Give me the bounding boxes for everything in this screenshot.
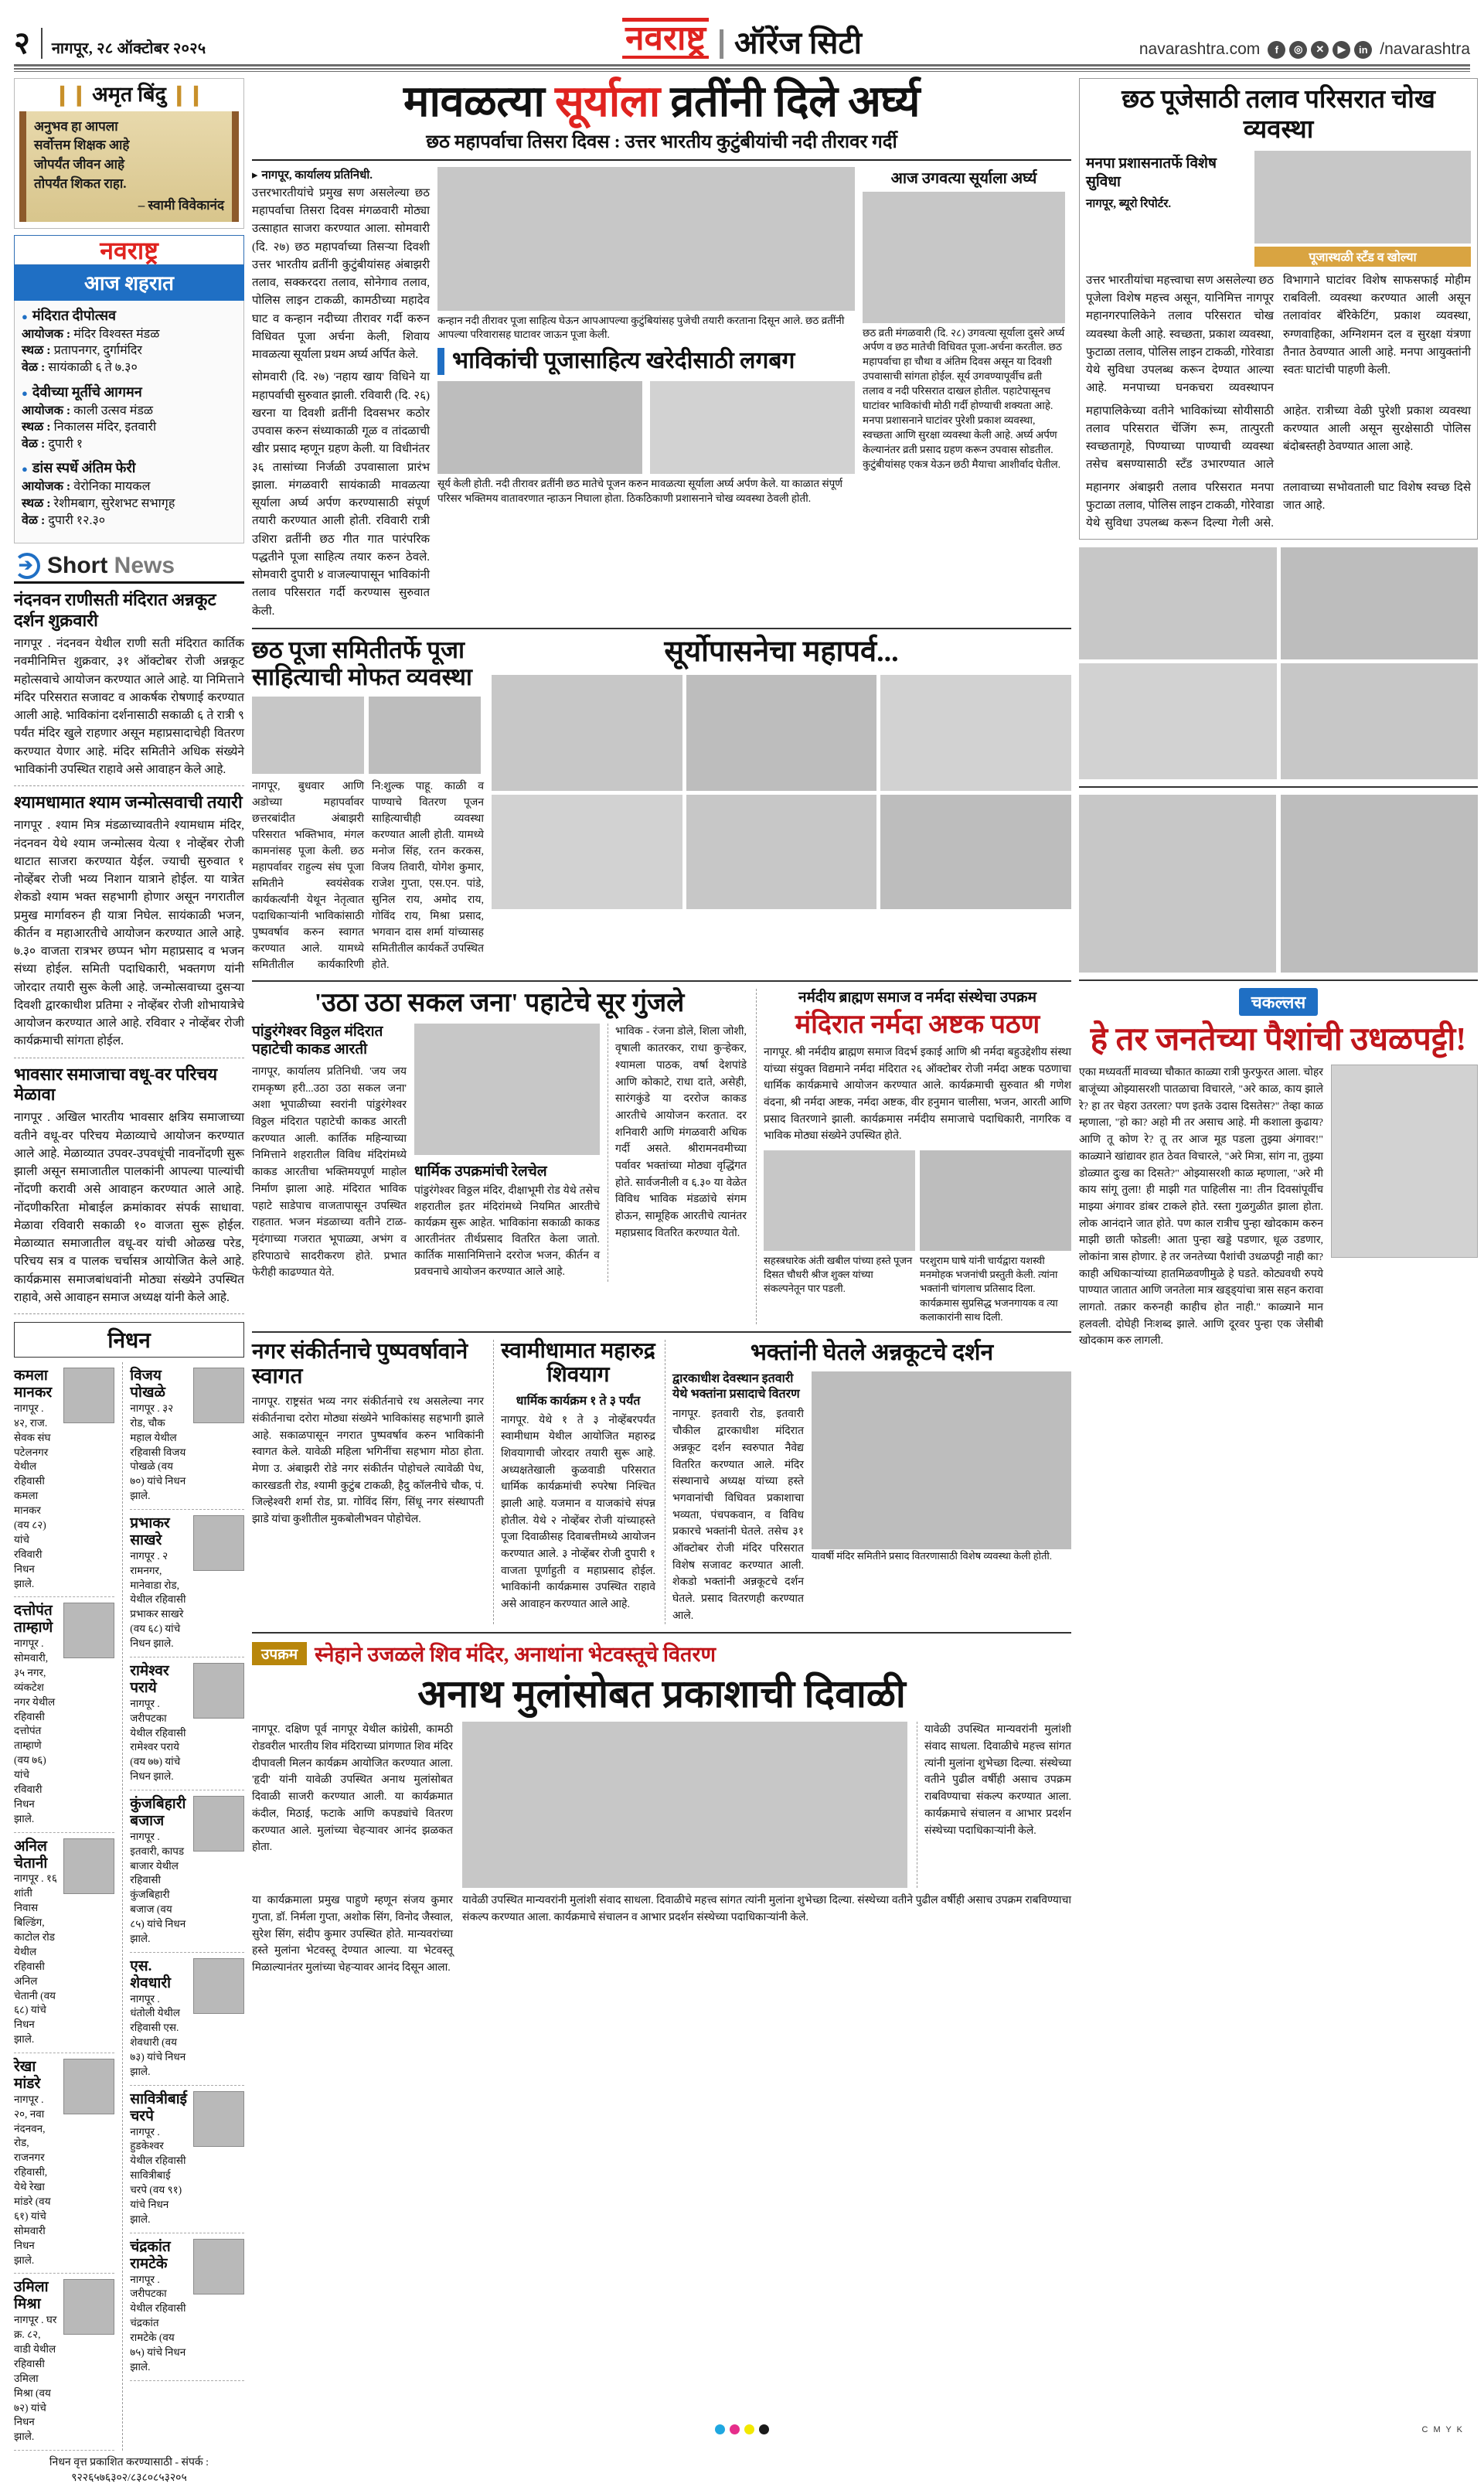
nidhan-column-1: [14, 1362, 114, 2451]
masthead-left: [14, 28, 206, 59]
event-organizer: आयोजक : मंदिर विश्वस्त मंडळ: [22, 327, 160, 341]
right-mid-photos: [1079, 795, 1478, 973]
nidhan-contact-note: निधन वृत्त प्रकाशित करण्यासाठी - संपर्क : ९२२६५७६३०२/८३८०८५३२०५: [49, 2457, 209, 2485]
obituary-details: नागपूर . इतवारी, कापड बाजार येथील रहिवासी कुंजबिहारी बजाज (वय ८५) यांचे निधन झाले.: [130, 1830, 186, 1944]
lead-photo-caption: कन्हान नदी तीरावर पूजा साहित्य घेऊन आपआपल्या कुटुंबियांसह पुजेची तयारी करताना दिसून आले. छठ व्रतींनी आपल्या परिवारासह घाटावर जाऊन पूजा केली.: [437, 314, 845, 341]
upkram-strip-headline: स्नेहाने उजळले शिव मंदिर, अनाथांना भेटवस्तूचे वितरण: [315, 1643, 716, 1667]
deepawali-body-2: [252, 1893, 1071, 1976]
section-nagar-sankirtan: [252, 1340, 1071, 1624]
obituary-details: नागपूर . जरीपटका येथील रहिवासी चंद्रकांत रामटेके (वय ७५) यांचे निधन झाले.: [130, 2273, 186, 2373]
gallery-photo-5: [686, 795, 877, 909]
today-in-city-header: आज शहरात: [14, 265, 244, 301]
short-news-headline: श्यामधामात श्याम जन्मोत्सवाची तयारी: [14, 792, 243, 813]
obituary-photo: [193, 1663, 244, 1719]
kakad-aarti-headline: 'उठा उठा सकल जना' पहाटेचे सूर गुंजले: [314, 989, 685, 1018]
lead-story: [252, 78, 1071, 621]
kakad-aarti-subhead: पांडुरंगेश्वर विठ्ठल मंदिरात पहाटेची काकड आरती: [252, 1024, 383, 1058]
short-news-body: नागपूर . अखिल भारतीय भावसार क्षत्रिय समाजाच्या वतीने वधू-वर परिचय मेळाव्याचे आयोजन करण्यात आले आहे. मेळाव्यात उपवर-उपवधूंची नावनोंदणी सुरू झाली असून समाजातील पालकांनी आपल्या पाल्यांची नोंदणी करावी असे आवाहन करण्यात आले आहे. नोंदणीकरिता मोबाईल क्रमांकावर संपर्क साधावा. मेळावा रविवारी सकाळी १० वाजता सुरू होईल. मेळाव्यात समाजातील वधू-वर यांची ओळख परेड, परिचय सत्र व पालक चर्चासत्र आयोजित केले आहे. कार्यक्रमास समाजबांधवांनी मोठ्या संख्येने उपस्थित राहावे, असे आवाहन समाज अध्यक्ष यांनी केले आहे.: [14, 1111, 244, 1304]
obituary-name: विजय पोखळे: [130, 1368, 165, 1402]
narmada-photos: [764, 1150, 1071, 1251]
right-column: [1079, 78, 1478, 2487]
swamidham-headline: स्वामीधामात महारुद्र शिवयाग: [501, 1338, 655, 1387]
short-news-item: [14, 1058, 244, 1315]
obituary-photo: [193, 2239, 244, 2295]
obituary-name: रामेश्वर पराये: [130, 1663, 169, 1696]
obituary-photo: [63, 2279, 114, 2335]
deepawali-body: [252, 1722, 1071, 1888]
nidhan-column-2: [122, 1362, 244, 2451]
annakut-headline: भक्तांनी घेतले अन्नकूटचे दर्शन: [750, 1339, 994, 1365]
event-item: [22, 306, 237, 376]
upkram-tag: उपक्रम: [252, 1642, 307, 1665]
obituary-photo: [63, 1603, 114, 1658]
obituary-details: नागपूर . ४२, राज. सेवक संघ पटेलनगर येथील रहिवासी कमला मानकर (वय ८२) यांचे रविवारी निधन झाले.: [14, 1402, 51, 1589]
gallery-photo-2: [686, 675, 877, 791]
swamidham-subhead: धार्मिक कार्यक्रम १ ते ३ पर्यंत: [516, 1394, 641, 1408]
committee-photo-2: [369, 697, 481, 774]
nidhan-columns: [14, 1362, 244, 2451]
amrut-quote-scroll: [19, 111, 239, 222]
right-photo-6: [1281, 795, 1478, 973]
obituary-details: नागपूर . २ रामनगर, मानेवाडा रोड, येथील रहिवासी प्रभाकर साखरे (वय ६८) यांचे निधन झाले.: [130, 1549, 186, 1650]
navarashtra-brand-box: [14, 235, 244, 265]
obituary-name: कमला मानकर: [14, 1368, 53, 1402]
nagar-sankirtan-headline: नगर संकीर्तनाचे पुष्पवर्षावाने स्वागत: [252, 1339, 468, 1389]
obituary-row: [130, 2233, 244, 2381]
right-gallery-row-1: [1079, 547, 1478, 659]
right-gallery: [1079, 547, 1478, 779]
lead-right-column: [863, 167, 1065, 621]
event-title: ● देवीच्या मूर्तीचे आगमन: [22, 383, 237, 401]
strip-body-text: सूर्य केली होती. नदी तीरावर व्रतींनी छठ मातेचे पूजन करुन मावळत्या सूर्याला अर्घ्य अर्पण केले. या काळात संपूर्ण परिसर भक्तिमय वातावरणात न्हाऊन निघाला होता. ठिकठिकाणी प्रशासनाने चोख व्यवस्था ठेवली होती.: [437, 477, 843, 504]
obituary-name: प्रभाकर साखरे: [130, 1515, 170, 1548]
obituary-details: नागपूर . २०, नवा नंदनवन, रोड, राजनगर रहिवासी, येथे रेखा मांडरे (वय ६१) यांचे सोमवारी निधन झाले.: [14, 2093, 51, 2266]
kakad-aarti-box-title: धार्मिक उपक्रमांची रेलचेल: [414, 1163, 547, 1180]
short-news-item: [14, 584, 244, 786]
suryopasana-gallery: [492, 636, 1071, 973]
obituary-details: नागपूर . सोमवारी, ३५ नगर, व्यंकटेश नगर येथील रहिवासी दत्तोपंत ताम्हाणे (वय ७६) यांचे रविवारी निधन झाले.: [14, 1637, 56, 1824]
deepawali-headline: अनाथ मुलांसोबत प्रकाशाची दिवाळी: [417, 1672, 906, 1716]
chhath-arrangements-body: उत्तर भारतीयांचा महत्त्वाचा सण असलेल्या छठ पूजेला विशेष महत्त्व असून, यानिमित्त नागपूर महानगरपालिकेने तलाव परिसरात चोख व्यवस्था केली आहे. स्वच्छता, प्रकाश व्यवस्था, फुटाळा तलाव, पोलिस लाइन टाकळी, गोरेवाडा येथे सुविधा उपलब्ध करून देण्यात आल्या आहे. मनपाच्या घनकचरा व्यवस्थापन विभागाने घाटांवर विशेष साफसफाई मोहीम राबविली. व्यवस्था करण्यात आली असून तलावांवर बॅरिकेटिंग, प्रकाश व्यवस्था, रुग्णवाहिका, अग्निशमन दल व सुरक्षा यंत्रणा तैनात ठेवण्यात आली आहे. मनपा आयुक्तांनी स्वतः घाटांची पाहणी केली.: [1086, 274, 1471, 395]
section-divider: [252, 1331, 1071, 1333]
event-venue: स्थळ : निकालस मंदिर, इतवारी: [22, 421, 157, 434]
suryopasana-headline: सूर्योपासनेचा महापर्व...: [664, 635, 899, 668]
obituary-details: नागपूर . ३२ रोड, चौक महाल येथील रहिवासी विजय पोखळे (वय ७०) यांचे निधन झाले.: [130, 1402, 186, 1502]
chhath-photo-band: पूजास्थळी स्टॅंड व खोल्या: [1254, 247, 1471, 267]
chhath-lake-photo: [1254, 151, 1471, 244]
kakad-aarti-block: [252, 989, 747, 1324]
narmada-photo-2: [920, 1150, 1071, 1251]
section-divider: [252, 628, 1071, 629]
lead-dateline: ▸ नागपूर, कार्यालय प्रतिनिधी.: [252, 167, 430, 185]
publication-logo: नवराष्ट्र: [622, 18, 709, 59]
instagram-icon[interactable]: ◎: [1289, 41, 1307, 59]
page-grid: [14, 78, 1470, 2487]
narmada-headline: मंदिरात नर्मदा अष्टक पठण: [795, 1010, 1040, 1039]
short-news-body: नागपूर . नंदनवन येथील राणी सती मंदिरात कार्तिक नवमीनिमित्त शुक्रवार, ३१ ऑक्टोबर रोजी अन्नकूट महोत्सवाचे आयोजन करण्यात आले आहे. या निमित्ताने मंदिर परिसरात सजावट व आकर्षक रोषणाई करण्यात आली आहे. भाविकांना दर्शनासाठी सकाळी ६ ते रात्री ९ पर्यंत मंदिर खुले राहणार असून महाप्रसादाचेही वितरण करण्यात येणार आहे. मंदिर समितीने अधिक संख्येने भाविकांनी उपस्थित राहावे असे आवाहन केले आहे.: [14, 637, 244, 776]
chhath-committee-block: [252, 636, 484, 973]
masthead-separator: [720, 29, 723, 59]
lead-headline: मावळत्या सूर्याला व्रतींनी दिले अर्घ्य: [403, 78, 920, 126]
lead-divider: [252, 159, 1071, 161]
obituary-photo: [63, 1368, 114, 1423]
obituary-row: [130, 1362, 244, 1510]
short-news-headline: नंदनवन राणीसती मंदिरात अन्नकूट दर्शन शुक्रवारी: [14, 590, 216, 630]
chhath-arrangements-body-2: महापालिकेच्या वतीने भाविकांच्या सोयीसाठी तलाव परिसरात चेंजिंग रूम, तात्पुरती स्वच्छतागृहे, पिण्याच्या पाण्याची व्यवस्था तसेच बसण्यासाठी स्टॅंड उभारण्यात आले आहेत. रात्रीच्या वेळी पुरेशी प्रकाश व्यवस्था करण्यात आली असून सुरक्षेसाठी पोलिस बंदोबस्तही ठेवण्यात आला आहे.: [1086, 404, 1471, 472]
upkram-strip: [252, 1632, 1071, 1668]
obituary-name: कुंजबिहारी बजाज: [130, 1796, 186, 1829]
deepawali-col-2: या कार्यक्रमाला प्रमुख पाहुणे म्हणून संजय कुमार गुप्ता, डॉ. निर्मला गुप्ता, अशोक सिंग, विनोद जैस्वाल, सुरेश सिंग, संदीप कुमार उपस्थित होते. मान्यवरांच्या हस्ते मुलांना भेटवस्तू देण्यात आल्या. या भेटवस्तू मिळाल्यानंतर मुलांच्या चेहऱ्यावर आनंद दिसून आला.: [252, 1895, 453, 1974]
gallery-photo-4: [492, 795, 682, 909]
section-divider: [252, 980, 1071, 982]
annakut-subhead: द्वारकाधीश देवस्थान इतवारी येथे भक्तांना प्रसादाचे वितरण: [672, 1372, 800, 1402]
narmada-kicker: नर्मदीय ब्राह्मण समाज व नर्मदा संस्थेचा उपक्रम: [798, 990, 1036, 1007]
website-url[interactable]: navarashtra.com: [1139, 40, 1261, 58]
event-title: ● डांस स्पर्धे अंतिम फेरी: [22, 458, 237, 477]
chhath-arrangements-subhead: मनपा प्रशासनातर्फे विशेष सुविधा: [1086, 155, 1217, 190]
obituary-name: रेखा मांडरे: [14, 2059, 41, 2092]
quote-line-4: तोपर्यंत शिकत राहा.: [34, 175, 127, 191]
chhath-arrangements-box: [1079, 78, 1478, 540]
social-handle: /navarashtra: [1380, 40, 1470, 58]
event-organizer: आयोजक : वेरोनिका मायकल: [22, 480, 151, 494]
gallery-row-2: [492, 795, 1071, 909]
chhath-arrangements-dateline: नागपूर, ब्यूरो रिपोर्टर.: [1086, 198, 1172, 211]
obituary-row: [130, 1657, 244, 1790]
short-news-label: Short News: [47, 553, 175, 579]
strip-photo-1: [437, 381, 642, 474]
strip-photo-2: [650, 381, 855, 474]
event-venue: स्थळ : प्रतापनगर, दुर्गामंदिर: [22, 344, 142, 358]
social-links: [1268, 41, 1372, 59]
annakut-body: नागपूर. इतवारी रोड, इतवारी चौकील द्वारकाधीश मंदिरात अन्नकूट दर्शन स्वरुपात नैवेद्य वितरित करण्यात आले. मंदिर संस्थानाचे अध्यक्ष यांच्या हस्ते भगवानांची विधिवत प्रकाशाचा भव्यता, पंचपकवान, व विविध प्रकारचे भक्तांनी घेतले. तसेच ३१ ऑक्टोबर रोजी मंदिर परिसरात विशेष सजावट करण्यात आली. शेकडो भक्तांनी अन्नकूटचे दर्शन घेतले. प्रसाद वितरणही करण्यात आले.: [672, 1409, 804, 1622]
photo-headline: आज उगवत्या सूर्याला अर्घ्य: [890, 169, 1037, 187]
chhath-arrangements-top: [1086, 151, 1471, 267]
event-organizer: आयोजक : काली उत्सव मंडळ: [22, 404, 154, 417]
committee-photos: [252, 697, 484, 774]
quote-line-3: जोपर्यंत जीवन आहे: [34, 156, 125, 172]
gallery-row-1: [492, 675, 1071, 791]
nagar-sankirtan-block: [252, 1340, 484, 1624]
kakad-aarti-photo: [414, 1024, 600, 1155]
obituary-name: उमिला मिश्रा: [14, 2279, 49, 2313]
kakad-aarti-text: [252, 1024, 407, 1282]
short-news-item: [14, 786, 244, 1058]
page-number: २: [14, 28, 43, 59]
quote-line-2: सर्वोत्तम शिक्षक आहे: [34, 138, 130, 153]
youtube-icon[interactable]: ▶: [1333, 41, 1350, 59]
deepawali-photo-wrap: [462, 1722, 907, 1888]
lead-photo-crowd: [437, 167, 855, 311]
obituary-name: दत्तोपंत ताम्हाणे: [14, 1603, 53, 1637]
event-title: ● मंदिरात दीपोत्सव: [22, 306, 237, 325]
kakad-aarti-box-body: पांडुरंगेश्वर विठ्ठल मंदिर, दीक्षाभूमी रोड येथे तसेच शहरातील इतर मंदिरांमध्ये नियमित आरतीचे कार्यक्रम सुरू आहेत. भाविकांना सकाळी काकड आरतीनंतर तीर्थप्रसाद वितरित केला जातो. कार्तिक मासानिमित्ताने दररोज भजन, कीर्तन व प्रवचनाचे आयोजन करण्यात आले आहे.: [414, 1185, 600, 1279]
swamidham-block: [493, 1340, 655, 1624]
right-photo-3: [1079, 663, 1277, 779]
annakut-block: [665, 1340, 1071, 1624]
road-digging-cartoon: [1331, 1065, 1478, 1258]
committee-body: नागपूर, बुधवार आणि अडोच्या महापर्वावर छत्तरबांदीत अंबाझरी परिसरात भक्तिभाव, मंगल कामनांसह पूजा केली. छठ महापर्वावर राहुल्य संघ पूजा समितीने स्वयंसेवक कार्यकर्त्यांनी येथून नेतृत्वात पदाधिकाऱ्यांनी भाविकांसाठी पुष्पवर्षाव करुन स्वागत करण्यात आले. यामध्ये समितीतील कार्यकारिणी नि:शुल्क पाहू. काळी व पाण्याचे वितरण पूजन साहित्याचीही व्यवस्था करण्यात आली होती. यामध्ये मनोज सिंह, रतन करकस, विजय तिवारी, योगेश कुमार, राजेश गुप्ता, एस.एन. पांडे, सुनिल राय, अमोद राय, गोविंद राय, मिश्रा प्रसाद, भगवान दास शर्मा यांच्यासह समितीतील कार्यकर्ते उपस्थित होते.: [252, 781, 484, 972]
obituary-name: चंद्रकांत रामटेके: [130, 2238, 171, 2272]
narmada-photo-1: [764, 1150, 915, 1251]
nidhan-header: निधन: [14, 1322, 244, 1358]
kakad-aarti-right-paragraph: भाविक - रंजना डोले, शिला जोशी, वृषाली कातरकर, राधा कुऱ्हेकर, श्यामला पाठक, वर्षा देशपांडे आणि कोकाटे, राधा दाते, असेही, सारंगकुंडे या दररोज काकड आरतीचे आयोजन करतात. दर शनिवारी आणि मंगळवारी अधिक गर्दी असते. श्रीरामनवमीच्या पर्वावर भक्तांच्या मोठ्या वृद्धिंगत होते. सार्वजनीली व ६.३० या वेळेत विविध भाविक मंडळांचे संगम होऊन, सामूहिक आरतीचे त्यानंतर महाप्रसाद वितरित करण्यात येतो.: [615, 1026, 747, 1239]
right-gallery-row-2: [1079, 663, 1478, 779]
section-suryopasana: [252, 636, 1071, 973]
right-photo-4: [1281, 663, 1479, 779]
chaklas-tag-wrap: [1079, 988, 1478, 1016]
masthead-center: [622, 18, 862, 59]
nagar-sankirtan-body: नागपूर. राष्ट्रसंत भव्य नगर संकीर्तनाचे रथ असलेल्या नगर संकीर्तनाचा दरोरा मोठ्या संख्येने भाविकांसह सहभागी झाले आहे. सकाळपासून नगरात पुष्पवर्षाव करुन भाविकांनी स्वागत केले. यावेळी महिला भगिनींचा सहभाग मोठा होता. मेणा उ. अंबाझरी रोडे नगर संकीर्तन पोहोचले त्यावेळी पेध, कारखडती रोड, श्यामी कुटुंब टाकळी, हैदु कॉलनीचे चौक, पं. जिल्हेश्वरी शर्मा रोड, प्रा. गोविंद सिंग, सिंधू नगर संस्थापती झाडे यांचा कुशीतील मुकबोलीभवन पोहोचेल.: [252, 1396, 484, 1526]
quote-attribution: – स्वामी विवेकानंद: [138, 198, 224, 213]
left-column: [14, 78, 244, 2487]
obituary-row: [130, 2086, 244, 2233]
obituary-row: [14, 1362, 114, 1597]
deepawali-col-4: यावेळी उपस्थित मान्यवरांनी मुलांशी संवाद साधला. दिवाळीचे महत्त्व सांगत त्यांनी मुलांना शुभेच्छा दिल्या. संस्थेच्या वतीने पुढील वर्षीही असाच उपक्रम राबविण्याचा संकल्प करण्यात आला. कार्यक्रमाचे संचालन व आभार प्रदर्शन संस्थेच्या पदाधिकाऱ्यांनी केले.: [462, 1895, 1071, 1924]
gallery-photo-6: [880, 795, 1071, 909]
obituary-row: [130, 1510, 244, 1657]
obituary-row: [14, 2274, 114, 2451]
annakut-caption: यावर्षी मंदिर समितीने प्रसाद वितरणासाठी विशेष व्यवस्था केली होती.: [812, 1550, 1053, 1562]
obituary-photo: [193, 1368, 244, 1423]
narmada-captions: [764, 1254, 1071, 1324]
deepawali-col-3: यावेळी उपस्थित मान्यवरांनी मुलांशी संवाद साधला. दिवाळीचे महत्त्व सांगत त्यांनी मुलांना शुभेच्छा दिल्या. संस्थेच्या वतीने पुढील वर्षीही असाच उपक्रम राबविण्याचा संकल्प करण्यात आला. कार्यक्रमाचे संचालन व आभार प्रदर्शन संस्थेच्या पदाधिकाऱ्यांनी केले.: [917, 1722, 1071, 1888]
narmada-body: नागपूर. श्री नर्मदीय ब्राह्मण समाज विदर्भ इकाई आणि श्री नर्मदा बहुउद्देशीय संस्था यांच्या संयुक्त विद्यमाने नर्मदा मंदिरात २६ ऑक्टोबर रोजी नर्मदा अष्टक पठणाचा धार्मिक कार्यक्रमाचे आयोजन करण्यात आले. कार्यक्रमाची सुरुवात श्री गणेश वंदना, श्री नर्मदा अष्टक, नर्मदा अष्टक, वीर हनुमान चालीसा, भजन, आरती आणि प्रसाद वितरणाने झाली. कार्यक्रमास नर्मदीय समाजाचे पदाधिकारी, नागरिक व भाविक मोठ्या संख्येने उपस्थित होते.: [764, 1046, 1071, 1143]
narmada-caption-1: सहस्त्रधारेक अंती खबील पांच्या हस्ते पूजन दिसत चौधरी श्रीज शुक्ल यांच्या संकल्पनेतून पार पडली.: [764, 1255, 913, 1295]
kakad-aarti-photo-col: [414, 1024, 600, 1282]
chaklas-body-wrap: [1079, 1065, 1478, 1350]
obituary-photo: [63, 2059, 114, 2114]
lead-text-column-1: [252, 167, 430, 621]
obituary-details: नागपूर . घर क्र. ८२, वाडी येथील रहिवासी उमिला मिश्रा (वय ७२) यांचे निधन झाले.: [14, 2314, 57, 2443]
chhath-committee-headline: छठ पूजा समितीतर्फे पूजा साहित्याची मोफत व्यवस्था: [252, 635, 472, 691]
obituary-row: [14, 2053, 114, 2274]
short-news-header: [14, 553, 244, 584]
deepawali-photo: [462, 1722, 907, 1888]
flourish-right-icon: ❙❙: [170, 83, 205, 106]
edition-name: ऑरेंज सिटी: [734, 26, 862, 60]
obituary-photo: [193, 1958, 244, 2014]
obituary-details: नागपूर . १६ शांती निवास बिल्डिंग, काटोल रोड येथील रहिवासी अनिल चेतानी (वय ६८) यांचे निधन झाले.: [14, 1872, 57, 2046]
short-news-headline: भावसार समाजाचा वधू-वर परिचय मेळावा: [14, 1064, 218, 1105]
masthead-right: [1139, 40, 1470, 59]
lead-subheadline: छठ महापर्वाचा तिसरा दिवस : उत्तर भारतीय कुटुंबीयांची नदी तीरावर गर्दी: [426, 131, 897, 152]
quote-line-1: अनुभव हा आपला: [34, 118, 118, 134]
annakut-photo: [812, 1371, 1071, 1549]
black-dot: [759, 2424, 769, 2434]
obituary-name: अनिल चेतानी: [14, 1838, 48, 1872]
obituary-row: [130, 1953, 244, 2086]
narmada-caption-2: परशुराम घाषे यांनी चार्यद्वारा यशस्वी मनमोहक भजनांची प्रस्तुती केली. त्यांना भक्तांनी चांगलाच प्रतिसाद दिला. कार्यक्रमास सुप्रसिद्ध भजनगायक व त्या कलाकारांनी साथ दिली.: [920, 1255, 1058, 1323]
obituary-name: एस. शेवधारी: [130, 1957, 172, 1991]
cmyk-label: C M Y K: [1421, 2425, 1464, 2434]
nidhan-section: [14, 1322, 244, 2487]
short-news-body: नागपूर . श्याम मित्र मंडळाच्यावतीने श्यामधाम मंदिर, नंदनवन येथे श्याम जन्मोत्सव येत्या १ नोव्हेंबर रोजी थाटात साजरा करण्यात येईल. ज्याची सुरुवात १ नोव्हेंबर रोजी भव्य निशान यात्राने होईल. या यात्रेत शेकडो श्याम भक्त सहभागी होणार असून नगरातील प्रमुख मार्गावरुन ही यात्रा निघेल. सायंकाळी भजन, कीर्तन व महाआरतीचे आयोजन करण्यात आले आहे. ७.३० वाजता रात्रभर छप्पन भोग महाप्रसाद व भजन संध्या होईल. समिती पदाधिकारी, भक्तगण यांनी जोरदार तयारी सुरू केली आहे. जन्मोत्सवाच्या दुसऱ्या दिवशी द्वारकाधीश प्रतिमा २ नोव्हेंबर रोजी शोभायात्रेचे आयोजन करण्यात आले आहे. रविवार २ नोव्हेंबर रोजी कार्यक्रमाची सांगता होईल.: [14, 819, 244, 1048]
annakut-text-col: [672, 1371, 804, 1624]
chaklas-tag: चकल्लस: [1239, 988, 1319, 1016]
right-photo-1: [1079, 547, 1277, 659]
cyan-dot: [715, 2424, 725, 2434]
right-photo-5: [1079, 795, 1276, 973]
kakad-aarti-right-text: [608, 1024, 747, 1282]
yellow-dot: [744, 2424, 754, 2434]
chaklas-section: [1079, 988, 1478, 1350]
obituary-photo: [193, 1515, 244, 1571]
event-item: [22, 458, 237, 529]
obituary-photo: [63, 1838, 114, 1894]
committee-photo-1: [252, 697, 364, 774]
lead-photo-column: [437, 167, 855, 621]
section-kakad-aarti: [252, 989, 1071, 1324]
kakad-aarti-paragraph: नागपूर, कार्यालय प्रतिनिधी. 'जय जय रामकृष्ण हरी...उठा उठा सकल जना' अशा भूपाळीच्या स्वरांनी पांडुरंगेश्वर विठ्ठल मंदिरात पहाटेची काकड आरती करण्यात आली. कार्तिक महिन्याच्या निमित्ताने शहरातील विविध मंदिरांमध्ये काकड आरतीचा भक्तिमयपूर्ण माहोल निर्माण झाला आहे. मंदिरात भाविक पहाटे साडेपाच वाजतापासून उपस्थित राहतात. भजन मंडळाच्या वतीने टाळ-मृदंगाच्या गजरात भूपाळ्या, अभंग व हरिपाठाचे सादरीकरण होते. प्रभात फेरीही काढण्यात येते.: [252, 1066, 407, 1279]
arrow-circle-icon: [14, 553, 40, 579]
deepawali-col-1: नागपूर. दक्षिण पूर्व नागपूर येथील कांग्रेसी, कामठी रोडवरील भारतीय शिव मंदिराच्या प्रांगणात शिव मंदिर दीपावली मिलन कार्यक्रम आयोजित करण्यात आला. 'हृदी' यांनी यावेळी उपस्थित अनाथ मुलांसोबत दिवाळी साजरी करण्यात आली. या कार्यक्रमात कंदील, मिठाई, फटाके आणि कपड्यांचे वितरण करण्यात आले. मुलांच्या चेहऱ्यावर आनंद झळकत होता.: [252, 1724, 453, 1854]
strip-headline: भाविकांची पूजासाहित्य खरेदीसाठी लगबग: [437, 348, 855, 375]
right-divider: [1079, 979, 1478, 981]
masthead-rule: [14, 64, 1470, 72]
today-events-list: [14, 301, 244, 543]
strip-photo-row: [437, 381, 855, 474]
annakut-photo-col: [812, 1371, 1071, 1624]
obituary-photo: [193, 1796, 244, 1852]
narmada-block: [756, 989, 1071, 1324]
right-divider: [1079, 786, 1478, 788]
lead-paragraph-2: सोमवारी (दि. २७) 'नहाय खाय' विधिने या महापर्वाची सुरुवात झाली. रविवारी (दि. २६) खरना या दिवशी व्रतींनी दिवसभर कठोर उपवास करुन संध्याकाळी गूळ व तांदळाची खीर प्रसाद म्हणून ग्रहण केली. या विधीनंतर ३६ तासांच्या निर्जळी उपवासाला प्रारंभ झाला. मंगळवारी सायंकाळी मावळत्या सूर्याला अर्घ्य अर्पण करण्यासाठी संपूर्ण तयारी करण्यात आली होती. रविवारी रात्री उशिरा व्रतींनी छठ गीत गात पारंपरिक पद्धतीने पूजा साहित्य तयार करुन ठेवले. सोमवारी दुपारी ४ वाजल्यापासून भाविकांनी तलाव परिसरात गर्दी करण्यास सुरुवात केली.: [252, 371, 430, 618]
lead-photo-women: [863, 192, 1065, 323]
middle-column: [252, 78, 1071, 2487]
linkedin-icon[interactable]: in: [1354, 41, 1372, 59]
lead-right-caption: छठ व्रती मंगळवारी (दि. २८) उगवत्या सूर्याला दुसरे अर्घ्य अर्पण व छठ मातेची विधिवत पूजा-अर्चना करतील. छठ महापर्वाचा हा चौथा व अंतिम दिवस असून या दिवशी उपवासाची सांगता होईल. सूर्य उगवण्यापूर्वीच व्रती तलाव व नदी परिसरात दाखल होतील. पहाटेपासूनच घाटांवर भाविकांची मोठी गर्दी होण्याची शक्यता आहे. मनपा प्रशासनाने घाटांवर पुरेशी प्रकाश व्यवस्था, स्वच्छता आणि सुरक्षा व्यवस्था केली आहे. अर्घ्य अर्पण केल्यानंतर व्रती प्रसाद ग्रहण करून उपवास सोडतील. कुटुंबीयांसह एकत्र येऊन छठी मैयाचा आशीर्वाद घेतील.: [863, 326, 1065, 470]
event-time: वेळ : सायंकाळी ६ ते ७.३०: [22, 361, 138, 375]
chhath-arrangements-headline: छठ पूजेसाठी तलाव परिसरात चोख व्यवस्था: [1122, 86, 1435, 144]
chhath-arrangements-subcol: [1086, 151, 1248, 267]
lead-paragraph-1: उत्तरभारतीयांचे प्रमुख सण असलेल्या छठ महापर्वाचा तिसरा दिवस मंगळवारी मोठ्या उत्साहात साजरा करण्यात आला. सोमवारी (दि. २७) छठ महापर्वाच्या तिसऱ्या दिवशी उत्तर भारतीय व्रतींनी कुटुंबीयांसह अंबाझरी तलाव, सक्करदरा तलाव, सोनेगाव तलाव, पोलिस लाइन टाकळी, कामठीच्या महादेव घाट व कन्हान नदीच्या तीरावर गर्दी करुन विधिवत पूजा अर्चना केली, शिवाय मावळत्या सूर्याला प्रथम अर्घ्य अर्पित केले.: [252, 186, 430, 362]
chhath-arrangements-photo-wrap: [1254, 151, 1471, 267]
swamidham-body: नागपूर. येथे १ ते ३ नोव्हेंबरपर्यंत स्वामीधाम येथील आयोजित महारुद्र शिवयागाची जोरदार तयारी सुरू आहे. अध्यक्षतेखाली कुळवाडी परिसरात धार्मिक कार्यक्रमांची रुपरेषा निश्चित झाली आहे. यजमान व याजकांचे संपन्न होतील. येथे २ नोव्हेंबर रोजी यांच्याहस्ते पूजा दिवाळीसह दिवाबत्तीमध्ये आयोजन करण्यात आले. ३ नोव्हेंबर रोजी दुपारी १ वाजता पूर्णाहुती व महाप्रसाद होईल. भाविकांनी कार्यक्रमास उपस्थित राहावे असे आवाहन करण्यात आले आहे.: [501, 1414, 655, 1611]
facebook-icon[interactable]: f: [1268, 41, 1285, 59]
chaklas-body: एका मध्यवर्ती मावच्या चौकात काळ्या रात्री फुरफुरत आला. चोहर बाजूंच्या ओझ्यासरशी पातळाचा विचारले, "अरे काळ, काय झाले रे? हा तर चेहरा उतरला? पण इतके उदास दिसतेस?" तेव्हा काळ म्हणाला, "हो का? अहो मी तर असाच आहे. मी कशाला कुढाय? आणि तू कोण रे? तू तर आज मूड पडला तुझ्या अंगावर!" काळ्याने खांद्यावर हात ठेवत विचारले, "अरे मित्रा, सांग ना, तुझ्या डोळ्यात दुःख का दिसते?" ओझ्यासरशी काळ म्हणाला, "अरे मी काय सांगू तुला! ही माझी गत पाहिलीस ना! तीन दिवसांपूर्वीच माझ्या अंगावर डांबर टाकले होते. रस्ता गुळगुळीत झाला होता. लोक आनंदाने जात होते. पण काल रात्रीच पुन्हा खोदकाम करुन माझी छाती फोडली! आता पुन्हा खड्डे पडणार, धूळ उडणार, लोकांना त्रास होणार. हे तर जनतेच्या पैशांची उधळपट्टी नाही का? काही अधिकाऱ्यांच्या हातमिळवणीमुळे हे घडते. कोट्यवधी रुपये पाण्यात जातात आणि जनतेला मात्र खड्ड्यांचा त्रास सहन करावा लागतो. तक्रार करुनही काहीच होत नाही." काळ्याने मान हलवली. दोघेही निःशब्द झाले. आणि दूरवर पुन्हा एक जेसीबी खोदकाम करु लागली.: [1079, 1067, 1323, 1347]
flourish-left-icon: ❙❙: [53, 83, 88, 106]
obituary-details: नागपूर . जरीपटका येथील रहिवासी रामेश्वर पराये (वय ७७) यांचे निधन झाले.: [130, 1697, 186, 1783]
amrut-bindu-box: [14, 78, 244, 229]
event-time: वेळ : दुपारी १: [22, 437, 83, 451]
kakad-aarti-body-row: [252, 1024, 747, 1282]
obituary-row: [14, 1833, 114, 2053]
brand-text: नवराष्ट्र: [100, 236, 158, 264]
dateline: नागपूर, २८ ऑक्टोबर २०२५: [51, 40, 206, 57]
chhath-arrangements-body-3: महानगर अंबाझरी तलाव परिसरात मनपा फुटाळा तलाव, पोलिस लाइन टाकळी, गोरेवाडा येथे सुविधा उपलब्ध करून दिल्या गेली असे. तलावाच्या सभोवताली घाट विशेष स्वच्छ दिसे जात आहे.: [1086, 481, 1471, 530]
obituary-details: नागपूर . धंतोली येथील रहिवासी एस. शेवधारी (वय ७३) यांचे निधन झाले.: [130, 1992, 186, 2078]
event-item: [22, 383, 237, 453]
obituary-name: सावित्रीबाई चरपे: [130, 2090, 187, 2124]
gallery-photo-3: [880, 675, 1071, 791]
right-photo-2: [1281, 547, 1479, 659]
obituary-details: नागपूर . हुडकेश्वर येथील रहिवासी सावित्रीबाई चरपे (वय ९१) यांचे निधन झाले.: [130, 2125, 186, 2225]
obituary-row: [130, 1790, 244, 1953]
chaklas-cartoon-wrap: [1331, 1065, 1478, 1350]
x-twitter-icon[interactable]: ✕: [1311, 41, 1329, 59]
obituary-photo: [193, 2091, 244, 2147]
annakut-content: [672, 1371, 1071, 1624]
magenta-dot: [730, 2424, 740, 2434]
chaklas-headline: हे तर जनतेच्या पैशांची उधळपट्टी!: [1090, 1022, 1467, 1058]
lead-body: [252, 167, 1071, 621]
masthead: [14, 11, 1470, 59]
event-time: वेळ : दुपारी १२.३०: [22, 513, 106, 527]
event-venue: स्थळ : रेशीमबाग, सुरेशभट सभागृह: [22, 497, 175, 511]
gallery-photo-1: [492, 675, 682, 791]
obituary-row: [14, 1597, 114, 1832]
cmyk-registration-marks: [715, 2424, 769, 2434]
amrut-bindu-title: ❙❙ अमृत बिंदु ❙❙: [19, 83, 239, 107]
